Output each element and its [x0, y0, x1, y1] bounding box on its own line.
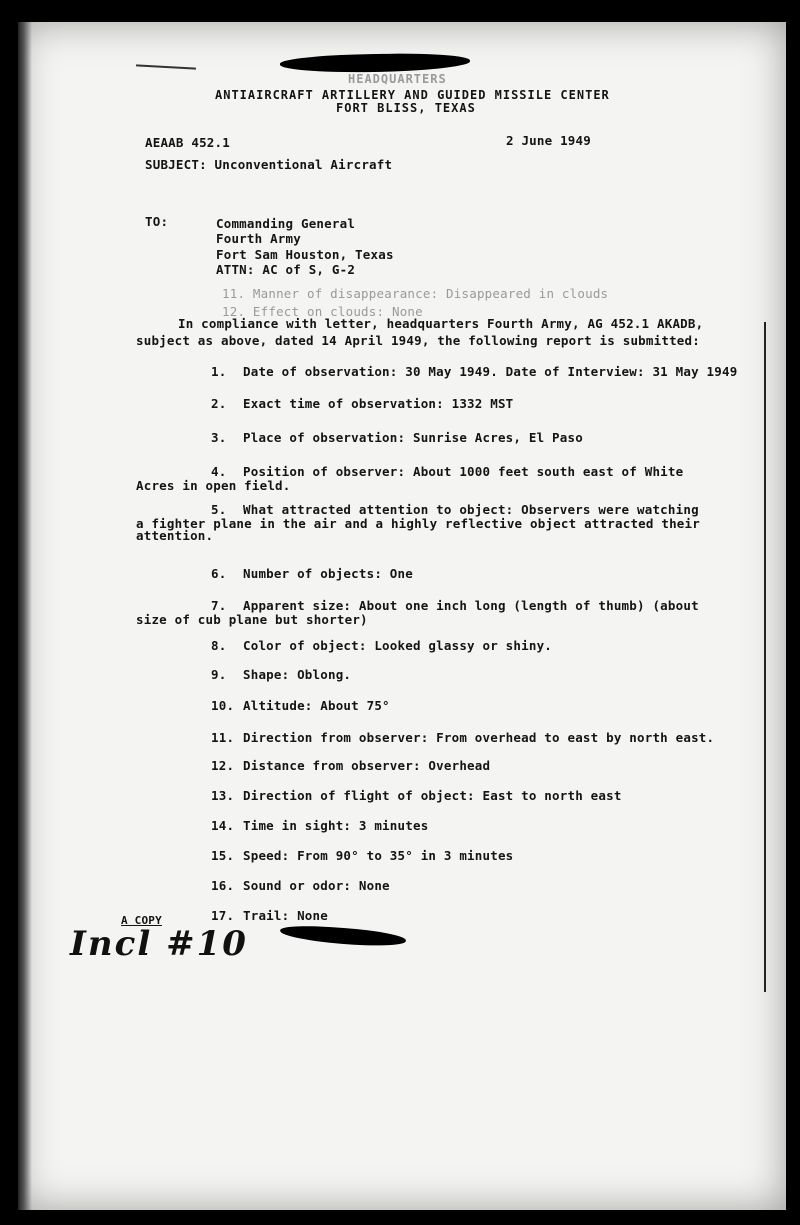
item-4-line-1: Position of observer: About 1000 feet south east of White	[243, 464, 684, 479]
document-page	[18, 22, 786, 1210]
item-number-4: 4.	[211, 464, 227, 479]
scan-edge-line	[764, 322, 766, 992]
item-5-line-1: What attracted attention to object: Observers were watching	[243, 502, 699, 517]
item-number-15: 15.	[211, 848, 235, 863]
item-number-9: 9.	[211, 667, 227, 682]
item-11-line-1: Direction from observer: From overhead to east by north east.	[243, 730, 715, 745]
item-10-line-1: Altitude: About 75°	[243, 698, 390, 713]
item-16-line-1: Sound or odor: None	[243, 878, 390, 893]
header-line-1: ANTIAIRCRAFT ARTILLERY AND GUIDED MISSILE CENTER	[215, 88, 610, 102]
item-5-line-2: a fighter plane in the air and a highly reflective object attracted their	[136, 516, 700, 531]
intro-line-1: In compliance with letter, headquarters Fourth Army, AG 452.1 AKADB,	[178, 316, 704, 331]
address-line-3: Fort Sam Houston, Texas	[216, 247, 394, 262]
item-6-line-1: Number of objects: One	[243, 566, 413, 581]
redaction-bottom	[280, 924, 407, 949]
item-13-line-1: Direction of flight of object: East to north east	[243, 788, 622, 803]
item-number-6: 6.	[211, 566, 227, 581]
item-5-line-3: attention.	[136, 528, 214, 543]
address-line-1: Commanding General	[216, 216, 356, 231]
item-2-line-1: Exact time of observation: 1332 MST	[243, 396, 514, 411]
item-number-12: 12.	[211, 758, 235, 773]
item-number-2: 2.	[211, 396, 227, 411]
item-3-line-1: Place of observation: Sunrise Acres, El Paso	[243, 430, 583, 445]
item-17-line-1: Trail: None	[243, 908, 328, 923]
header-line-0: HEADQUARTERS	[348, 72, 447, 86]
item-14-line-1: Time in sight: 3 minutes	[243, 818, 429, 833]
bleed-through-line-1: 11. Manner of disappearance: Disappeared in clouds	[222, 286, 609, 301]
scan-mark	[136, 64, 196, 69]
item-8-line-1: Color of object: Looked glassy or shiny.	[243, 638, 553, 653]
item-9-line-1: Shape: Oblong.	[243, 667, 352, 682]
item-number-7: 7.	[211, 598, 227, 613]
item-number-16: 16.	[211, 878, 235, 893]
intro-line-2: subject as above, dated 14 April 1949, the following report is submitted:	[136, 333, 700, 348]
header-line-2: FORT BLISS, TEXAS	[336, 101, 476, 115]
to-label: TO:	[145, 214, 169, 229]
copy-stamp: A COPY	[121, 914, 162, 927]
item-number-14: 14.	[211, 818, 235, 833]
file-number: AEAAB 452.1	[145, 135, 230, 150]
subject-line: SUBJECT: Unconventional Aircraft	[145, 157, 393, 172]
item-12-line-1: Distance from observer: Overhead	[243, 758, 491, 773]
item-number-17: 17.	[211, 908, 235, 923]
item-number-13: 13.	[211, 788, 235, 803]
document-date: 2 June 1949	[506, 133, 591, 148]
bleed-through-line-2: 12. Effect on clouds: None	[222, 304, 423, 319]
item-number-11: 11.	[211, 730, 235, 745]
item-number-3: 3.	[211, 430, 227, 445]
handwritten-enclosure-note: Incl #10	[70, 924, 248, 964]
item-number-5: 5.	[211, 502, 227, 517]
item-number-10: 10.	[211, 698, 235, 713]
item-number-8: 8.	[211, 638, 227, 653]
item-4-line-2: Acres in open field.	[136, 478, 291, 493]
address-line-2: Fourth Army	[216, 231, 301, 246]
item-1-line-1: Date of observation: 30 May 1949. Date of Interview: 31 May 1949	[243, 364, 738, 379]
address-line-4: ATTN: AC of S, G-2	[216, 262, 356, 277]
item-7-line-2: size of cub plane but shorter)	[136, 612, 368, 627]
item-7-line-1: Apparent size: About one inch long (length of thumb) (about	[243, 598, 699, 613]
item-15-line-1: Speed: From 90° to 35° in 3 minutes	[243, 848, 514, 863]
scan-edge	[18, 22, 32, 1210]
item-number-1: 1.	[211, 364, 227, 379]
